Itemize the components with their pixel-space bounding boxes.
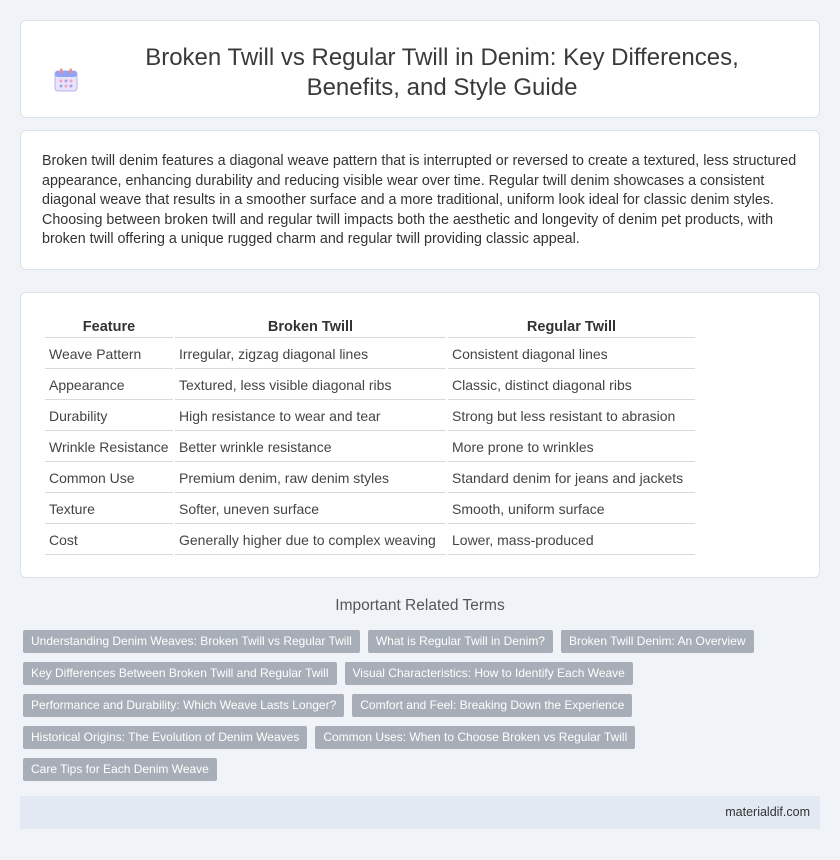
table-row — [45, 402, 695, 431]
feature-cell: Weave Pattern — [45, 340, 173, 369]
related-term-tag[interactable]: Historical Origins: The Evolution of Denim Weaves — [23, 726, 307, 749]
regular-twill-cell: More prone to wrinkles — [448, 433, 695, 462]
table-row — [45, 371, 695, 400]
regular-twill-cell: Lower, mass-produced — [448, 526, 695, 555]
tag-row — [23, 726, 823, 749]
header-broken-twill: Broken Twill — [175, 315, 446, 338]
header-feature: Feature — [45, 315, 173, 338]
regular-twill-cell: Smooth, uniform surface — [448, 495, 695, 524]
related-term-tag[interactable]: Care Tips for Each Denim Weave — [23, 758, 217, 781]
related-term-tag[interactable]: Visual Characteristics: How to Identify Each Weave — [345, 662, 633, 685]
related-term-tag[interactable]: Key Differences Between Broken Twill and Regular Twill — [23, 662, 337, 685]
title-card — [20, 20, 820, 118]
feature-cell: Texture — [45, 495, 173, 524]
header-regular-twill: Regular Twill — [448, 315, 695, 338]
related-terms-heading: Important Related Terms — [335, 597, 505, 614]
related-terms-list — [23, 630, 823, 790]
related-term-tag[interactable]: Comfort and Feel: Breaking Down the Experience — [352, 694, 632, 717]
table-row — [45, 433, 695, 462]
feature-cell: Appearance — [45, 371, 173, 400]
intro-card — [20, 130, 820, 270]
regular-twill-cell: Classic, distinct diagonal ribs — [448, 371, 695, 400]
table-row — [45, 526, 695, 555]
feature-cell: Wrinkle Resistance — [45, 433, 173, 462]
broken-twill-cell: Better wrinkle resistance — [175, 433, 446, 462]
feature-cell: Common Use — [45, 464, 173, 493]
regular-twill-cell: Strong but less resistant to abrasion — [448, 402, 695, 431]
footer-bar — [20, 796, 820, 829]
comparison-table — [43, 313, 697, 557]
feature-cell: Cost — [45, 526, 173, 555]
tag-row — [23, 758, 823, 781]
table-header-row — [45, 315, 695, 338]
table-row — [45, 495, 695, 524]
broken-twill-cell: Irregular, zigzag diagonal lines — [175, 340, 446, 369]
table-row — [45, 340, 695, 369]
tag-row — [23, 662, 823, 685]
comparison-card — [20, 292, 820, 578]
related-term-tag[interactable]: What is Regular Twill in Denim? — [368, 630, 553, 653]
broken-twill-cell: High resistance to wear and tear — [175, 402, 446, 431]
site-credit[interactable]: materialdif.com — [725, 805, 810, 819]
broken-twill-cell: Softer, uneven surface — [175, 495, 446, 524]
tag-row — [23, 694, 823, 717]
regular-twill-cell: Standard denim for jeans and jackets — [448, 464, 695, 493]
related-term-tag[interactable]: Performance and Durability: Which Weave Lasts Longer? — [23, 694, 344, 717]
intro-paragraph: Broken twill denim features a diagonal weave pattern that is interrupted or reversed to create a textured, less structured appearance, enhancing durability and reducing visible wear over time. Regular twill denim showcases a consistent diagonal weave that results in a smoother surface and a more traditional, uniform look ideal for classic denim styles. Choosing between broken twill and regular twill impacts both the aesthetic and longevity of denim pet products, with broken twill offering a unique rugged charm and regular twill providing classic appeal. — [42, 153, 797, 247]
related-term-tag[interactable]: Broken Twill Denim: An Overview — [561, 630, 754, 653]
broken-twill-cell: Textured, less visible diagonal ribs — [175, 371, 446, 400]
broken-twill-cell: Premium denim, raw denim styles — [175, 464, 446, 493]
calendar-icon — [53, 67, 79, 93]
broken-twill-cell: Generally higher due to complex weaving — [175, 526, 446, 555]
feature-cell: Durability — [45, 402, 173, 431]
regular-twill-cell: Consistent diagonal lines — [448, 340, 695, 369]
related-term-tag[interactable]: Common Uses: When to Choose Broken vs Regular Twill — [315, 726, 635, 749]
related-term-tag[interactable]: Understanding Denim Weaves: Broken Twill vs Regular Twill — [23, 630, 360, 653]
page-title: Broken Twill vs Regular Twill in Denim: Key Differences, Benefits, and Style Guide — [145, 44, 739, 101]
table-row — [45, 464, 695, 493]
tag-row — [23, 630, 823, 653]
